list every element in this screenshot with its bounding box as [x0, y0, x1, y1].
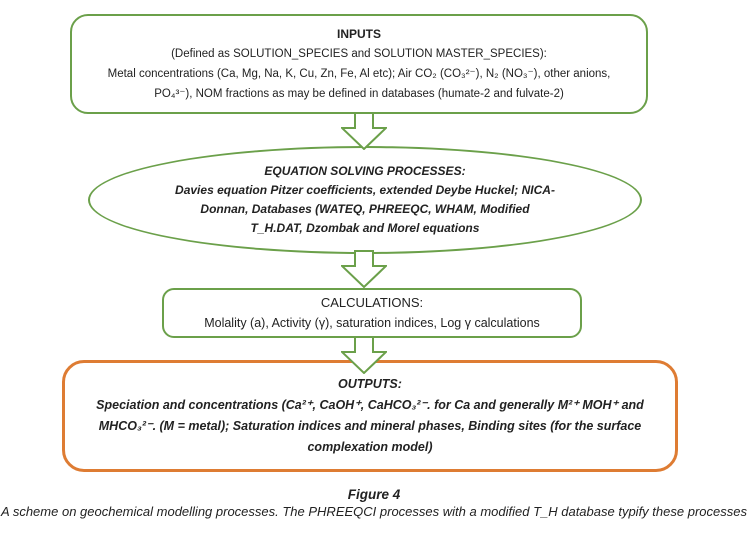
calculations-box — [162, 288, 582, 338]
equation-solving-line-1: Davies equation Pitzer coefficients, extended Deybe Huckel; NICA- — [175, 183, 555, 197]
figure-description: A scheme on geochemical modelling processes. The PHREEQCI processes with a modified T_H database typify these processes — [1, 504, 747, 519]
outputs-title: OUTPUTS: — [338, 377, 402, 391]
equation-solving-line-2: Donnan, Databases (WATEQ, PHREEQC, WHAM, Modified — [200, 202, 530, 216]
inputs-line-3: PO₄³⁻), NOM fractions as may be defined in databases (humate-2 and fulvate-2) — [154, 88, 564, 100]
equation-solving-title: EQUATION SOLVING PROCESSES: — [264, 164, 466, 178]
outputs-line-3: complexation model) — [307, 440, 433, 454]
figure-label: Figure 4 — [347, 487, 401, 502]
outputs-line-1: Speciation and concentrations (Ca²⁺, CaOH⁺, CaHCO₃²⁻. for Ca and generally M²⁺ MOH⁺ and — [96, 398, 644, 412]
inputs-line-1: (Defined as SOLUTION_SPECIES and SOLUTION MASTER_SPECIES): — [171, 48, 547, 60]
equation-solving-line-3: T_H.DAT, Dzombak and Morel equations — [250, 221, 480, 235]
down-arrow-icon-3 — [341, 336, 387, 374]
outputs-box — [62, 360, 678, 472]
calculations-line-1: Molality (a), Activity (γ), saturation indices, Log γ calculations — [204, 316, 540, 330]
calculations-title: CALCULATIONS: — [320, 295, 424, 310]
figure-caption — [0, 487, 748, 520]
down-arrow-icon-1 — [341, 112, 387, 150]
outputs-line-2: MHCO₃²⁻. (M = metal); Saturation indices and mineral phases, Binding sites (for the surface — [98, 419, 642, 433]
down-arrow-icon-2 — [341, 250, 387, 288]
inputs-box — [70, 14, 648, 114]
inputs-title: INPUTS — [336, 27, 381, 41]
equation-solving-ellipse — [88, 146, 642, 254]
inputs-line-2: Metal concentrations (Ca, Mg, Na, K, Cu, Zn, Fe, Al etc); Air CO₂ (CO₃²⁻), N₂ (NO₃⁻), other anions, — [107, 68, 611, 80]
